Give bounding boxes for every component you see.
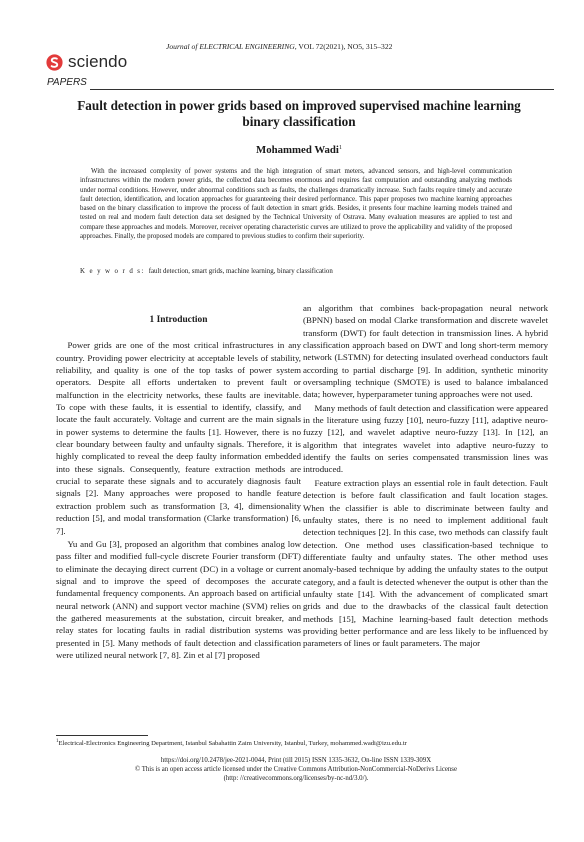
- keywords: [80, 268, 512, 275]
- paper-title: Fault detection in power grids based on improved supervised machine learning binary classification: [77, 98, 521, 129]
- body-paragraph: Power grids are one of the most critical infrastructures in any country. Providing power electricity at acceptable levels of stability, reliability, and quality is one of the top tasks of power system operators. Despite all efforts undertaken to prevent fault or malfunction in the electricity networks, these faults are inevitable. To cope with these faults, it is essential to identify, classify, and locate the fault accurately. Voltage and current are the main signals in power systems to determine the faults [1]. However, there is no clear boundary between faulty and unfaulty signals. Therefore, it is highly complicated to reveal the deep faulty information embedded into these signals. Consequently, feature extraction methods are crucial to separate these signals and to accurately diagnosis fault signals [2]. Many approaches were proposed to handle feature extraction problem such as transformation [3, 4], dimensionality reduction [5], and modal transformation (Clarke transformation) [6, 7].: [56, 340, 301, 536]
- journal-details: , VOL 72(2021), NO5, 315–322: [294, 42, 393, 51]
- left-column: [56, 314, 301, 661]
- section-label: PAPERS: [47, 77, 87, 88]
- body-paragraph: Many methods of fault detection and classification were appeared in the literature using fuzzy [10], neuro-fuzzy [11], adaptive neuro-fuzzy [12], and wavelet adaptive neuro-fuzzy [13]. In [12], an algorithm that integrates wavelet into adaptive neuro-fuzzy to identify the faults on series compensated transmission lines was introduced.: [303, 402, 548, 475]
- sciendo-logo-icon: [46, 54, 63, 71]
- footnote-mark: 1: [56, 739, 59, 744]
- keywords-text: fault detection, smart grids, machine learning, binary classification: [148, 268, 333, 275]
- author-name: Mohammed Wadi: [256, 144, 339, 156]
- author-line: [62, 144, 536, 156]
- journal-name: Journal of ELECTRICAL ENGINEERING: [166, 42, 295, 51]
- body-paragraph: Yu and Gu [3], proposed an algorithm that combines analog low pass filter and modified full-cycle discrete Fourier transform (DFT) to eliminate the decaying direct current (DC) in a voltage or current signal and to improve the speed of decomposes the accurate fundamental frequency components. An approach based on artificial neural network (ANN) and support vector machine (SVM) relies on the gathered measurements at the substation, circuit breaker, and relay states for locating faults in radial distribution systems was presented in [5]. Many methods of fault detection and classification were utilized neural network [7, 8]. Zin et al [7] proposed: [56, 538, 301, 660]
- publication-info: [80, 756, 512, 784]
- header-rule: [90, 89, 554, 90]
- publisher-name: sciendo: [68, 52, 128, 71]
- author-affiliation-mark: 1: [338, 145, 342, 151]
- license-url: (http: //creativecommons.org/licenses/by-nc-nd/3.0/).: [223, 775, 369, 783]
- publisher-logo: [46, 52, 127, 72]
- body-paragraph: an algorithm that combines back-propagation neural network (BPNN) based on modal Clarke transformation and discrete wavelet transform (DWT) for fault detection in transmission lines. A hybrid classification approach based on DWT and long short-term memory network (LSTMN) for detecting insulated overhead conductors fault according to partial discharge [9]. In addition, synthetic minority oversampling technique (SMOTE) is used to balance imbalanced data; however, hyperparameter tuning approaches were not used.: [303, 303, 548, 400]
- body-paragraph: Feature extraction plays an essential role in fault detection. Fault detection is before fault classification and fault location stages. When the classifier is able to discriminate between faulty and unfaulty states, there is no need to implement additional fault detection techniques [2]. In this case, two methods can classify fault detection. One method uses classification-based technique to differentiate faulty and unfaulty states. The other method uses anomaly-based technique by adding the unfaulty states to the output category, and a fault is detected whenever the output is other than the unfaulty state [14]. With the advancement of complicated smart grids and due to the drawbacks of the classical fault detection methods [15], Machine learning-based fault detection methods providing better performance and are less likely to be influenced by parameters of lines or fault parameters. The major: [303, 477, 548, 649]
- section-heading: 1 Introduction: [149, 315, 208, 325]
- license-line: © This is an open access article licensed under the Creative Commons Attribution-NonCommercial-NoDerivs License: [135, 766, 457, 774]
- doi-line: https://doi.org/10.2478/jee-2021-0044, Print (till 2015) ISSN 1335-3632, On-line ISSN 1339-309X: [160, 757, 432, 764]
- journal-header: [166, 42, 546, 51]
- abstract: With the increased complexity of power systems and the high integration of smart meters, advanced sensors, and high-level communication infrastructures within the modern power grids, the collected data becomes enormous and requires fast computation and outstanding analyzing methods under normal conditions. However, under abnormal conditions such as faults, the challenges dramatically increase. Such faults require timely and accurate fault detection, identification, and location approaches for guaranteeing their desired performance. This paper proposes two machine learning approaches based on the binary classification to improve the process of fault detection in smart grids. Besides, it presents four machine learning models trained and tested on real and modern fault detection data set designed by the Technical University of Ostrava. Many evaluation measures are applied to test and compare these approaches and models. Moreover, receiver operating characteristic curves are utilized to prove the applicability and validity of the proposed approaches. Finally, the proposed models are compared to previous studies to confirm their superiority.: [80, 168, 512, 241]
- right-column: [303, 302, 548, 650]
- footnote-text: Electrical-Electronics Engineering Department, Istanbul Sabahattin Zaim University, Istanbul, Turkey, mohammed.wadi@izu.edu.tr: [58, 740, 407, 747]
- footnote: [56, 739, 556, 747]
- keywords-label: K e y w o r d s:: [80, 268, 145, 275]
- footnote-rule: [56, 735, 148, 736]
